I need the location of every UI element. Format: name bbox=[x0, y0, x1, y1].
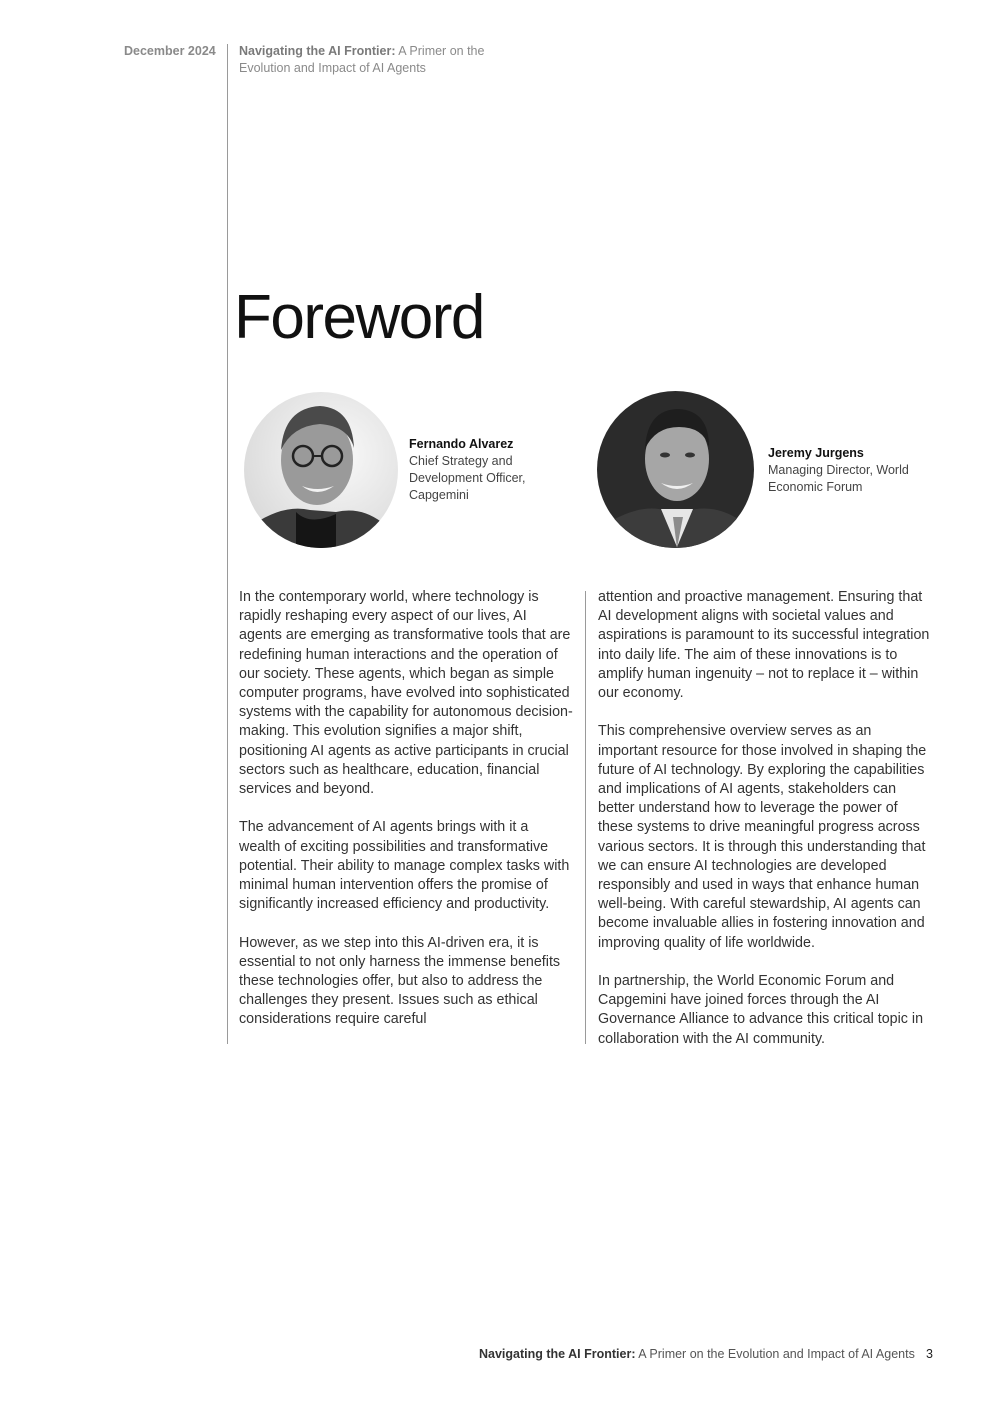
author-name: Jeremy Jurgens bbox=[768, 446, 864, 460]
author-role: Managing Director, World Economic Forum bbox=[768, 463, 909, 494]
author-jeremy bbox=[768, 445, 918, 496]
author-role: Chief Strategy and Development Officer, Capgemini bbox=[409, 454, 526, 502]
body-paragraph: attention and proactive management. Ensuring that AI development aligns with societal values and aspirations is paramount to its successful integration into daily life. The aim of these innovations is to amplify human ingenuity – not to replace it – within our economy. bbox=[598, 589, 930, 702]
header-title bbox=[239, 43, 489, 77]
body-column-2 bbox=[598, 588, 934, 1068]
header-title-bold: Navigating the AI Frontier: bbox=[239, 44, 396, 58]
body-paragraph: In the contemporary world, where technology is rapidly reshaping every aspect of our lives, AI agents are emerging as transformative tools that are redefining human interactions and the operation of our society. These agents, which began as simple computer programs, have evolved into sophisticated systems with the capability for autonomous decision-making. This evolution signifies a major shift, positioning AI agents as active participants in crucial sectors such as healthcare, education, financial services and beyond. bbox=[239, 589, 573, 798]
author-name: Fernando Alvarez bbox=[409, 437, 514, 451]
footer-title-rest: A Primer on the Evolution and Impact of AI Agents bbox=[638, 1347, 915, 1361]
page-number: 3 bbox=[926, 1347, 933, 1361]
page-title: Foreword bbox=[234, 283, 484, 352]
footer-title-bold: Navigating the AI Frontier: bbox=[479, 1347, 636, 1361]
body-paragraph: This comprehensive overview serves as an important resource for those involved in shaping the future of AI technology. By exploring the capabilities and implications of AI agents, stakeholders can better understand how to leverage the power of these systems to drive meaningful progress across various sectors. It is through this understanding that we can ensure AI technologies are developed responsibly and used in ways that enhance human well-being. With careful stewardship, AI agents can become invaluable allies in fostering innovation and improving quality of life worldwide. bbox=[598, 723, 927, 951]
header-title-rest: A Primer on the Evolution and Impact of AI Agents bbox=[239, 44, 485, 75]
body-column-1 bbox=[239, 588, 573, 1049]
author-fernando bbox=[409, 436, 539, 504]
body-paragraph: The advancement of AI agents brings with it a wealth of exciting possibilities and transformative potential. Their ability to manage complex tasks with minimal human intervention offers the promise of significantly increased efficiency and productivity. bbox=[239, 819, 570, 913]
column-rule bbox=[585, 591, 586, 1044]
header-date: December 2024 bbox=[124, 44, 216, 58]
author-photo-fernando bbox=[244, 392, 398, 548]
footer-title bbox=[479, 1347, 915, 1361]
body-paragraph: In partnership, the World Economic Forum and Capgemini have joined forces through the AI Governance Alliance to advance this critical topic in collaboration with the AI community. bbox=[598, 973, 924, 1047]
body-paragraph: However, as we step into this AI-driven era, it is essential to not only harness the immense benefits these technologies offer, but also to address the challenges they present. Issues such as ethical considerations require careful bbox=[239, 934, 561, 1028]
margin-rule bbox=[227, 44, 228, 1044]
author-photo-jeremy bbox=[597, 391, 754, 548]
